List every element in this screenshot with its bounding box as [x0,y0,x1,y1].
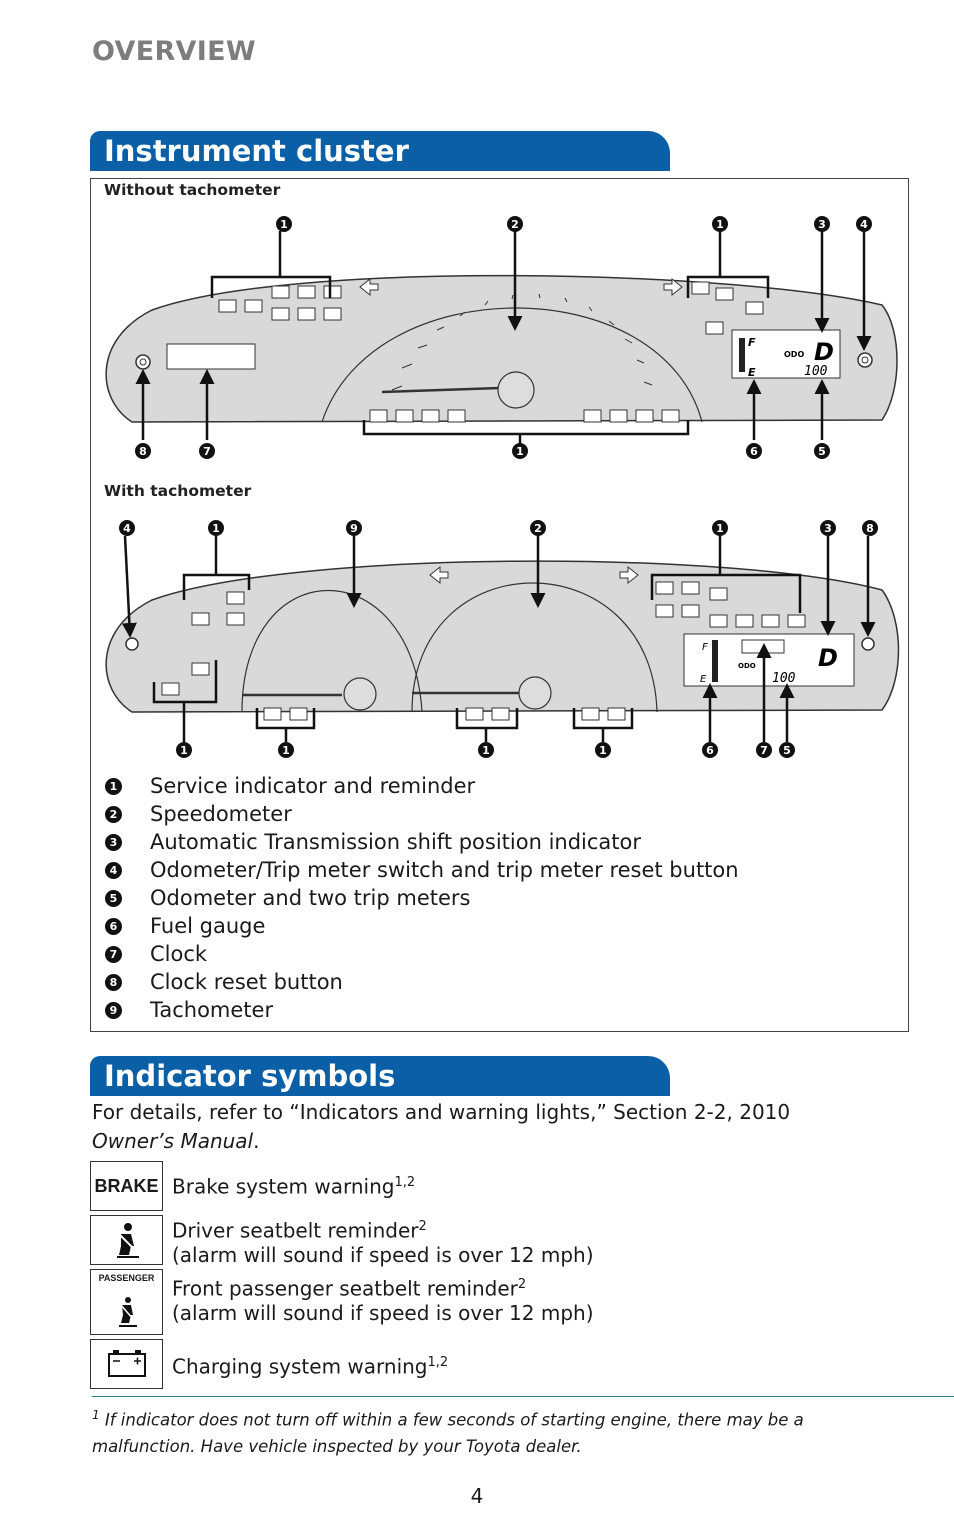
indicator-note: (alarm will sound if speed is over 12 mph) [172,1300,594,1325]
cluster-diagram-with-tachometer [92,510,907,770]
indicator-name: Charging system warning [172,1354,428,1379]
intro-text: For details, refer to “Indicators and warning lights,” Section 2-2, 2010 [92,1100,791,1124]
indicator-footnote-ref: 2 [517,1277,527,1292]
legend-item [105,828,885,856]
callout-3: 3 [818,218,826,231]
callout-1: 1 [212,522,220,535]
callout-4: 4 [860,218,868,231]
legend-text: Clock [150,942,208,966]
callout-9: 9 [350,522,358,535]
indicator-description [172,1215,594,1267]
legend-text: Service indicator and reminder [150,774,476,798]
legend-number: 6 [105,918,122,935]
callout-1: 1 [482,744,490,757]
legend-item [105,856,885,884]
indicator-description [172,1171,415,1199]
indicator-row-charging [90,1339,790,1389]
callout-6: 6 [750,445,758,458]
legend-item [105,772,885,800]
fuel-empty-mark: E [748,366,756,379]
seatbelt-icon [91,1216,162,1264]
legend-number: 5 [105,890,122,907]
battery-icon [91,1340,162,1388]
with-tachometer-label: With tachometer [104,482,252,500]
callout-7: 7 [760,744,768,757]
legend-number: 8 [105,974,122,991]
cluster-diagram-without-tachometer [92,200,907,470]
callout-8: 8 [866,522,874,535]
indicator-row-passenger-seatbelt [90,1269,790,1335]
seatbelt-icon [91,1288,162,1334]
footnote-divider [92,1396,954,1397]
gear-indicator: D [814,338,834,366]
legend-number: 1 [105,778,122,795]
footnote [92,1402,882,1460]
indicator-description [172,1351,448,1379]
callout-1: 1 [282,744,290,757]
callout-1: 1 [716,218,724,231]
legend-text: Odometer/Trip meter switch and trip meter reset button [150,858,739,882]
legend-text: Fuel gauge [150,914,266,938]
callout-7: 7 [203,445,211,458]
legend-number: 2 [105,806,122,823]
without-tachometer-label: Without tachometer [104,181,281,199]
odo-label: ODO [738,662,756,670]
indicator-symbols-heading: Indicator symbols [90,1056,670,1096]
indicator-intro [92,1098,912,1156]
odometer-readout: 100 [772,671,796,686]
owners-manual-ref: Owner’s Manual [92,1129,254,1153]
legend-item [105,940,885,968]
legend-text: Automatic Transmission shift position indicator [150,830,642,854]
passenger-icon-label: PASSENGER [98,1273,155,1283]
callout-5: 5 [783,744,791,757]
callout-5: 5 [818,445,826,458]
seatbelt-icon [90,1215,163,1265]
brake-icon [90,1161,163,1211]
indicator-description [172,1273,594,1325]
callout-1: 1 [716,522,724,535]
legend-number: 7 [105,946,122,963]
indicator-name: Front passenger seatbelt reminder [172,1276,518,1301]
legend-number: 3 [105,834,122,851]
callout-4: 4 [123,522,131,535]
callout-1: 1 [180,744,188,757]
footnote-text: If indicator does not turn off within a few seconds of starting engine, there may be a malfunction. Have vehicle inspected by your Toyota dealer. [92,1410,804,1456]
legend-text: Tachometer [150,998,274,1022]
instrument-cluster-heading: Instrument cluster [90,131,670,171]
callout-3: 3 [824,522,832,535]
callout-2: 2 [534,522,542,535]
page-number: 4 [470,1484,484,1508]
indicator-footnote-ref: 1,2 [427,1355,449,1370]
callout-1: 1 [599,744,607,757]
callout-8: 8 [139,445,147,458]
legend-item [105,912,885,940]
fuel-empty-mark: E [700,674,707,685]
callout-1: 1 [280,218,288,231]
legend-number: 9 [105,1002,122,1019]
callout-1: 1 [516,445,524,458]
indicator-footnote-ref: 1,2 [394,1175,416,1190]
callout-2: 2 [511,218,519,231]
indicator-note: (alarm will sound if speed is over 12 mph) [172,1242,594,1267]
legend-item [105,884,885,912]
legend-text: Speedometer [150,802,292,826]
legend-number: 4 [105,862,122,879]
legend-text: Odometer and two trip meters [150,886,471,910]
battery-icon [90,1339,163,1389]
indicator-name: Driver seatbelt reminder [172,1218,419,1243]
cluster-legend [105,772,885,1024]
callout-6: 6 [706,744,714,757]
fuel-full-mark: F [702,642,708,653]
legend-item [105,800,885,828]
fuel-full-mark: F [748,336,756,349]
indicator-footnote-ref: 2 [418,1219,427,1234]
indicator-name: Brake system warning [172,1174,395,1199]
intro-period: . [253,1129,260,1153]
indicator-row-brake [90,1161,790,1211]
legend-item [105,996,885,1024]
section-title: OVERVIEW [92,36,256,67]
legend-item [105,968,885,996]
legend-text: Clock reset button [150,970,343,994]
odometer-readout: 100 [804,364,828,379]
gear-indicator: D [818,644,838,672]
brake-icon-label: BRAKE [94,1176,159,1196]
odo-label: ODO [784,350,805,359]
footnote-mark: 1 [92,1408,100,1422]
indicator-row-driver-seatbelt [90,1215,790,1265]
passenger-seatbelt-icon [90,1269,163,1335]
